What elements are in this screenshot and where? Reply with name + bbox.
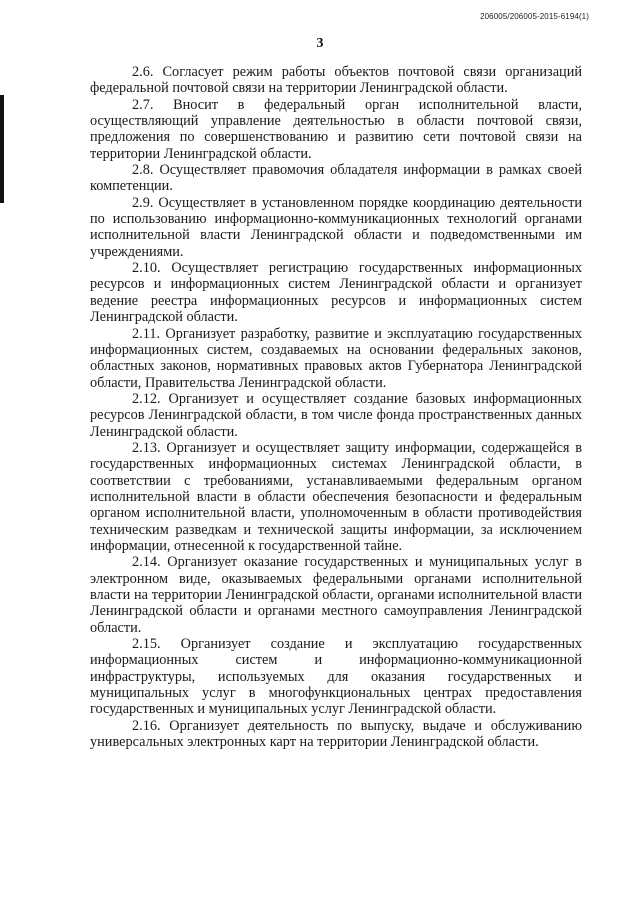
page-number: 3 xyxy=(316,36,324,51)
paragraph-2-14: 2.14. Организует оказание государственных и муниципальных услуг в электронном виде, оказываемых федеральными органами исполнительной власти на территории Ленинградской области, органами исполнительной власти Ленинградской области и органами местного самоуправления Ленинградской области. xyxy=(90,554,582,636)
paragraph-2-6: 2.6. Согласует режим работы объектов почтовой связи организаций федеральной почтовой связи на территории Ленинградской области. xyxy=(90,64,582,97)
paragraph-2-13: 2.13. Организует и осуществляет защиту информации, содержащейся в государственных информационных системах Ленинградской области, в соответствии с требованиями, устанавливаемыми федеральным органом исполнительной власти в области обеспечения безопасности и федеральным органом исполнительной власти, уполномоченным в области противодействия техническим разведкам и технической защиты информации, за исключением информации, отнесенной к государственной тайне. xyxy=(90,439,582,554)
paragraph-2-7: 2.7. Вносит в федеральный орган исполнительной власти, осуществляющий управление деятельностью в области почтовой связи, предложения по совершенствованию и развитию сети почтовой связи на территории Ленинградской области. xyxy=(90,96,582,162)
paragraph-2-9: 2.9. Осуществляет в установленном порядке координацию деятельности по использованию информационно-коммуникационных технологий органами исполнительной власти Ленинградской области и подведомственными им учреждениями. xyxy=(90,194,582,260)
paragraph-2-15: 2.15. Организует создание и эксплуатацию государственных информационных систем и информационно-коммуникационной инфраструктуры, используемых для оказания государственных и муниципальных услуг в многофункциональных центрах предоставления государственных и муниципальных услуг Ленинградской области. xyxy=(90,636,582,718)
paragraph-2-11: 2.11. Организует разработку, развитие и эксплуатацию государственных информационных систем, создаваемых на основании федеральных законов, областных законов, нормативных правовых актов Губернатора Ленинградской области, Правительства Ленинградской области. xyxy=(90,325,582,391)
scan-margin-mark xyxy=(0,95,4,203)
paragraph-2-12: 2.12. Организует и осуществляет создание базовых информационных ресурсов Ленинградской области, в том числе фонда пространственных данных Ленинградской области. xyxy=(90,390,582,440)
document-id: 206005/206005-2015-6194(1) xyxy=(480,12,589,21)
paragraph-2-10: 2.10. Осуществляет регистрацию государственных информационных ресурсов и информационных систем Ленинградской области и организует ведение реестра информационных ресурсов и информационных систем Ленинградской области. xyxy=(90,260,582,326)
document-body xyxy=(90,64,582,750)
paragraph-2-8: 2.8. Осуществляет правомочия обладателя информации в рамках своей компетенции. xyxy=(90,162,582,195)
paragraph-2-16: 2.16. Организует деятельность по выпуску, выдаче и обслуживанию универсальных электронных карт на территории Ленинградской области. xyxy=(90,717,582,751)
